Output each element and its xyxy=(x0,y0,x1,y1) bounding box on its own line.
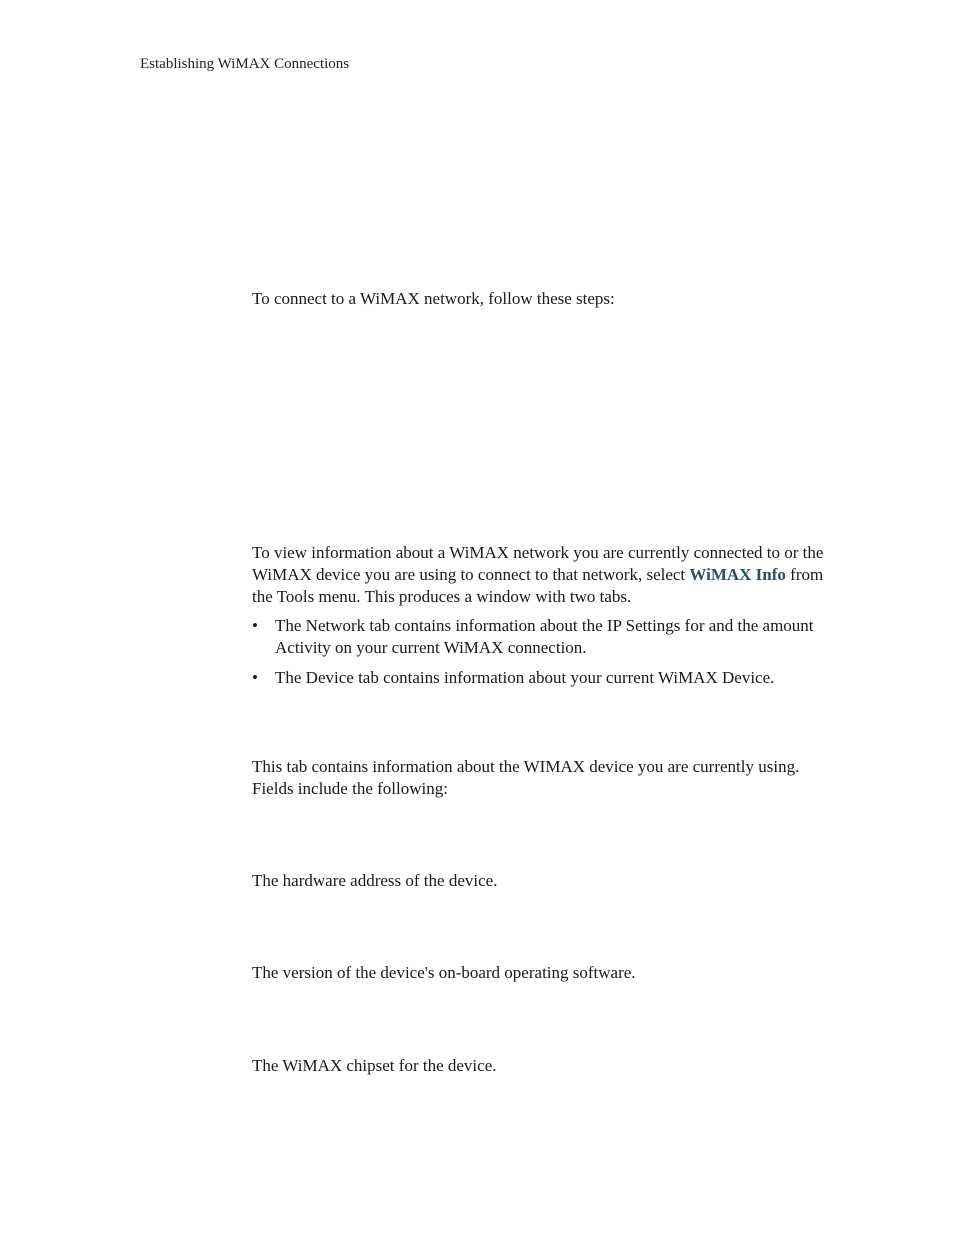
device-tab-intro: This tab contains information about the WIMAX device you are currently using. Fields include the following: xyxy=(252,757,800,798)
list-item-text: The Network tab contains information about the IP Settings for and the amount Activity on your current WiMAX connection. xyxy=(275,616,814,657)
list-item-network-tab xyxy=(252,615,842,659)
bullet-icon: • xyxy=(252,616,258,635)
running-header: Establishing WiMAX Connections xyxy=(140,56,350,72)
field-description-firmware: The version of the device's on-board operating software. xyxy=(252,963,636,982)
tabs-bullet-list xyxy=(252,615,842,697)
bullet-icon: • xyxy=(252,668,258,687)
list-item-text: The Device tab contains information about your current WiMAX Device. xyxy=(275,668,775,687)
list-item-device-tab xyxy=(252,667,842,689)
connect-intro: To connect to a WiMAX network, follow these steps: xyxy=(252,289,615,308)
wimax-info-text-part2: from the Tools menu. This produces a window with two tabs. xyxy=(252,565,824,606)
field-description-chipset: The WiMAX chipset for the device. xyxy=(252,1056,497,1075)
wimax-info-text-part1: To view information about a WiMAX network you are currently connected to or the WiMAX device you are using to connect to that network, select xyxy=(252,543,824,584)
field-description-mac: The hardware address of the device. xyxy=(252,871,498,890)
wimax-info-paragraph xyxy=(252,542,842,608)
wimax-info-link[interactable]: WiMAX Info xyxy=(689,565,786,584)
